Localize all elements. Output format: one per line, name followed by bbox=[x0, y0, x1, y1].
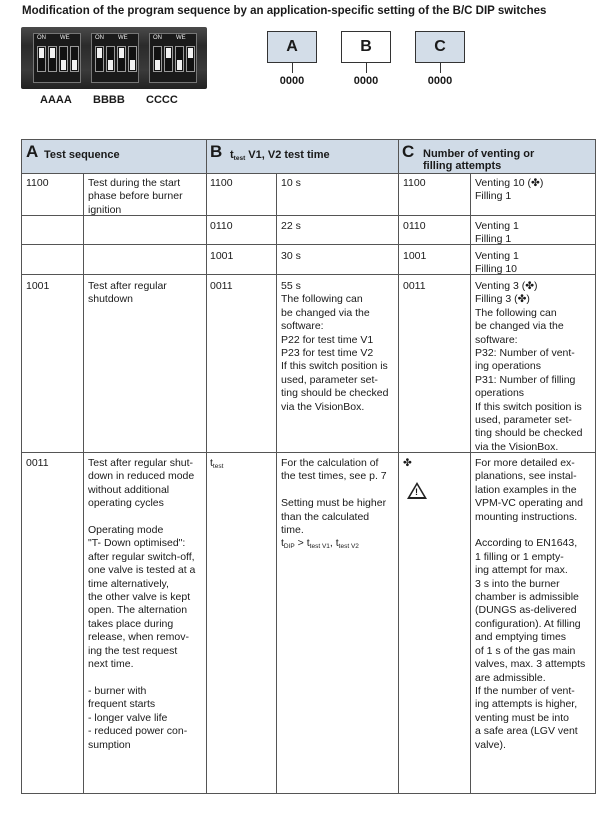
header-test-time: B $t_{test}$ V1, V2 test time bbox=[206, 140, 398, 174]
grid-line bbox=[83, 173, 84, 793]
row3-c-code: 1001 bbox=[403, 250, 427, 262]
grid-line bbox=[398, 140, 399, 793]
row4-b-code: 0011 bbox=[210, 280, 233, 292]
grid-line bbox=[470, 173, 471, 793]
dip-label-b: BBBB bbox=[93, 94, 125, 106]
grid-line bbox=[276, 173, 277, 793]
row5-a-code: 0011 bbox=[26, 457, 49, 469]
dip-switch-photo bbox=[21, 27, 207, 89]
row1-a-desc: Test during the start phase before burner ignition bbox=[88, 177, 183, 216]
setting-value-c: 0000 bbox=[427, 75, 453, 87]
setting-stem-c bbox=[440, 63, 441, 73]
row5-b-desc: For the calculation of the test times, see p. 7 Setting must be higher than the calculated time. bbox=[281, 457, 387, 537]
dip-label-a: AAAA bbox=[40, 94, 72, 106]
row1-b-desc: 10 s bbox=[281, 177, 301, 189]
page-title: Modification of the program sequence by an application-specific setting of the B/C DIP switches bbox=[22, 5, 547, 17]
row1-c-desc: Venting 10 (✤) Filling 1 bbox=[475, 177, 544, 203]
setting-box-c: C bbox=[415, 31, 465, 63]
warning-mark: ! bbox=[415, 487, 418, 497]
row4-a-code: 1001 bbox=[26, 280, 50, 292]
row5-b-code: $t_{test}$ bbox=[210, 457, 224, 470]
row2-b-code: 0110 bbox=[210, 220, 233, 232]
dip-switch-block-b: ON WE bbox=[91, 33, 139, 83]
row2-c-code: 0110 bbox=[403, 220, 426, 232]
setting-box-b: B bbox=[341, 31, 391, 63]
row5-c-desc: For more detailed ex- planations, see instal- lation examples in the VPM-VC operating and mounting instructions. According to EN1643, 1 filling or 1 empty- ing attempt for max. 3 s into the burner chamber is admissible (DUNGS as-delivered configuration). At filling and emptying times of 1 s of the gas main valves, max. 3 attempts are admissible. If the number of vent- ing attempts is higher, venting must be into a safe area (LGV vent valve). bbox=[475, 457, 586, 751]
dip-switch-block-a: ON WE bbox=[33, 33, 81, 83]
setting-box-a: A bbox=[267, 31, 317, 63]
row5-b-formula: $t_{DIP} > t_{test V1}$, $t_{test V2}$ bbox=[281, 537, 359, 550]
row2-b-desc: 22 s bbox=[281, 220, 301, 232]
setting-stem-a bbox=[292, 63, 293, 73]
row1-b-code: 1100 bbox=[210, 177, 233, 189]
dip-label-c: CCCC bbox=[146, 94, 178, 106]
row5-c-code: ✤ bbox=[403, 457, 412, 469]
row2-c-desc: Venting 1 Filling 1 bbox=[475, 220, 519, 246]
setting-value-b: 0000 bbox=[353, 75, 379, 87]
row3-b-desc: 30 s bbox=[281, 250, 301, 262]
row4-c-desc: Venting 3 (✤) Filling 3 (✤) The following can be changed via the software: P32: Number of vent- ing operations P31: Number of filling operations If this switch position is used, parameter set- ting should be checked via the VisionBox. bbox=[475, 280, 583, 453]
row3-c-desc: Venting 1 Filling 10 bbox=[475, 250, 519, 276]
setting-value-a: 0000 bbox=[279, 75, 305, 87]
header-test-sequence: A Test sequence bbox=[22, 140, 206, 174]
row1-a-code: 1100 bbox=[26, 177, 49, 189]
dip-settings-table bbox=[21, 139, 596, 794]
header-venting-attempts: C Number of venting or filling attempts bbox=[398, 140, 595, 174]
row4-c-code: 0011 bbox=[403, 280, 426, 292]
grid-line bbox=[206, 140, 207, 793]
row3-b-code: 1001 bbox=[210, 250, 234, 262]
row4-b-desc: 55 s The following can be changed via the software: P22 for test time V1 P23 for test time V2 If this switch position is used, parameter set- ting should be checked via the VisionBox. bbox=[281, 280, 389, 413]
row1-c-code: 1100 bbox=[403, 177, 426, 189]
setting-stem-b bbox=[366, 63, 367, 73]
row4-a-desc: Test after regular shutdown bbox=[88, 280, 167, 306]
row5-a-desc: Test after regular shut- down in reduced mode without additional operating cycles Operating mode "T- Down optimised": after regular switch-off, one valve is tested at a time alternatively, the other valve is kept open. The alternation takes place during release, when remov- ing the test request next time. - burner with frequent starts - longer valve life - reduced power con- sumption bbox=[88, 457, 196, 751]
dip-switch-block-c: ON WE bbox=[149, 33, 197, 83]
